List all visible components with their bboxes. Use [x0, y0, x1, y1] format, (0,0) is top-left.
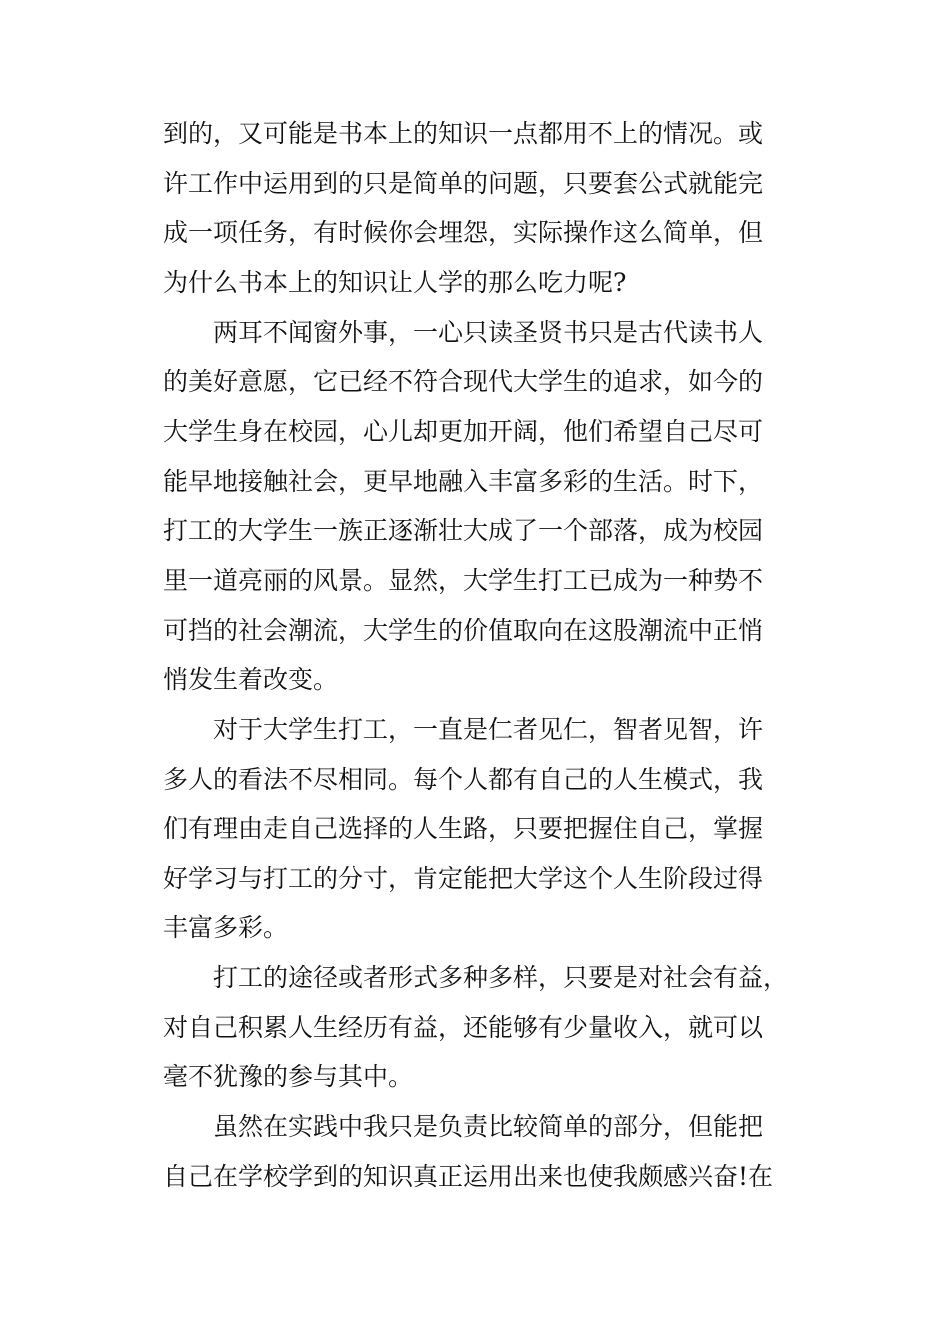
- text-line: 悄发生着改变。: [163, 665, 339, 694]
- text-line: 打工的大学生一族正逐渐壮大成了一个部落，成为校园: [163, 516, 764, 545]
- text-line: 大学生身在校园，心儿却更加开阔，他们希望自己尽可: [163, 417, 764, 446]
- text-line: 毫不犹豫的参与其中。: [163, 1062, 414, 1091]
- text-line: 为什么书本上的知识让人学的那么吃力呢?: [163, 268, 627, 297]
- text-line: 自己在学校学到的知识真正运用出来也使我颇感兴奋!在: [163, 1162, 774, 1191]
- text-line: 好学习与打工的分寸，肯定能把大学这个人生阶段过得: [163, 864, 764, 893]
- paragraph-first-line: 两耳不闻窗外事，一心只读圣贤书只是古代读书人: [213, 318, 764, 347]
- text-line: 能早地接触社会，更早地融入丰富多彩的生活。时下，: [163, 467, 764, 496]
- text-line: 们有理由走自己选择的人生路，只要把握住自己，掌握: [163, 814, 764, 843]
- text-line: 的美好意愿，它已经不符合现代大学生的追求，如今的: [163, 367, 764, 396]
- text-line: 成一项任务，有时候你会埋怨，实际操作这么简单，但: [163, 218, 764, 247]
- text-line: 可挡的社会潮流，大学生的价值取向在这股潮流中正悄: [163, 616, 764, 645]
- text-line: 丰富多彩。: [163, 913, 289, 942]
- text-line: 多人的看法不尽相同。每个人都有自己的人生模式，我: [163, 765, 764, 794]
- paragraph-first-line: 虽然在实践中我只是负责比较简单的部分，但能把: [213, 1112, 764, 1141]
- text-line: 对自己积累人生经历有益，还能够有少量收入，就可以: [163, 1013, 764, 1042]
- paragraph-first-line: 打工的途径或者形式多种多样，只要是对社会有益，: [213, 963, 789, 992]
- text-line: 许工作中运用到的只是简单的问题，只要套公式就能完: [163, 169, 764, 198]
- text-line: 到的，又可能是书本上的知识一点都用不上的情况。或: [163, 119, 764, 148]
- paragraph-first-line: 对于大学生打工，一直是仁者见仁，智者见智，许: [213, 715, 764, 744]
- text-line: 里一道亮丽的风景。显然，大学生打工已成为一种势不: [163, 566, 764, 595]
